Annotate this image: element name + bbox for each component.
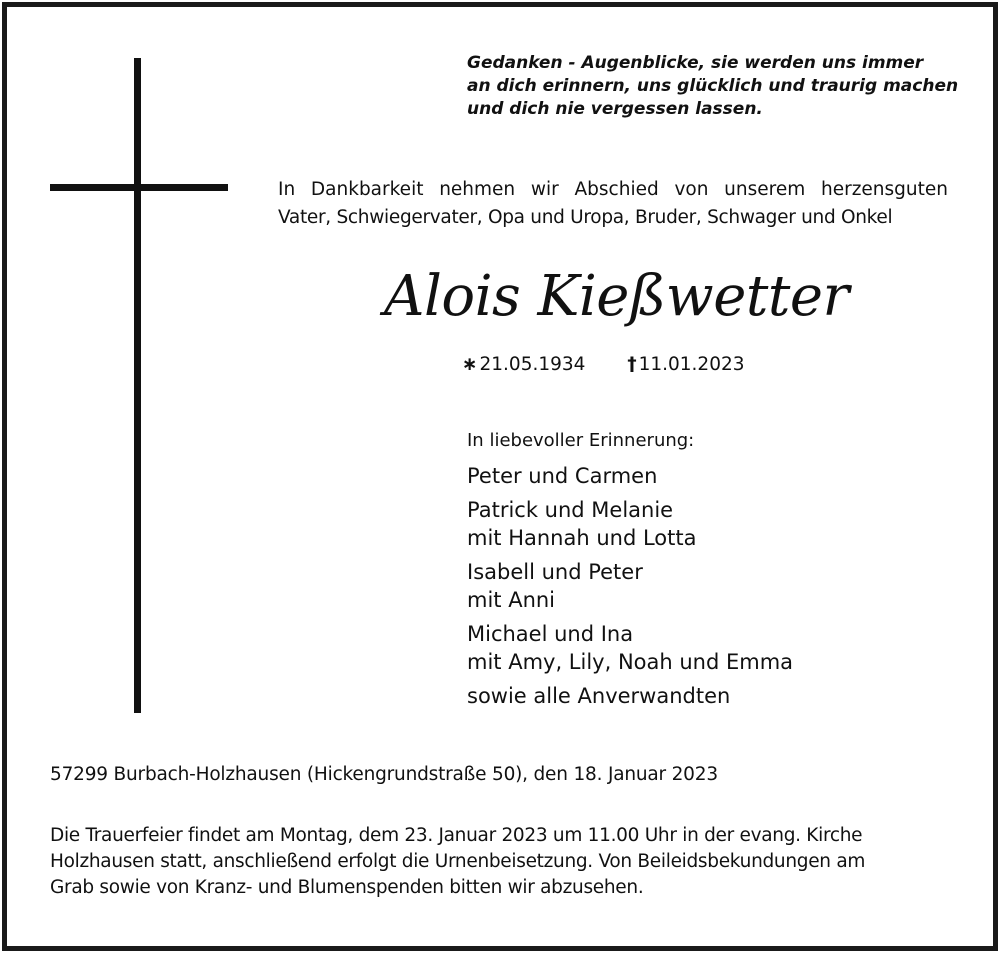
farewell-intro (278, 176, 948, 232)
mourner-group (467, 682, 793, 710)
deceased-name: Alois Kießwetter (384, 264, 849, 329)
mourner-line: Peter und Carmen (467, 464, 658, 488)
death-cross-icon: † (627, 354, 637, 375)
mourner-line: Patrick und Melanie (467, 498, 674, 522)
mourner-line: mit Amy, Lily, Noah und Emma (467, 650, 794, 674)
mourner-line: mit Hannah und Lotta (467, 526, 697, 550)
cross-horizontal-bar (50, 184, 228, 191)
mourners-list (467, 462, 793, 716)
birth-date: 21.05.1934 (479, 354, 586, 375)
cross-vertical-bar (134, 58, 141, 713)
poem-line: Gedanken - Augenblicke, sie werden uns immer (467, 53, 924, 73)
funeral-line: Die Trauerfeier findet am Montag, dem 23. Januar 2023 um 11.00 Uhr in der evang. Kirche (50, 825, 863, 846)
death-date: 11.01.2023 (638, 354, 745, 375)
death-date-group (627, 354, 744, 375)
funeral-line: Holzhausen statt, anschließend erfolgt die Urnenbeisetzung. Von Beileidsbekundungen am (50, 851, 866, 872)
mourner-group (467, 620, 793, 676)
life-dates (462, 352, 745, 378)
mourner-line: sowie alle Anverwandten (467, 684, 731, 708)
poem-line: und dich nie vergessen lassen. (467, 99, 763, 119)
intro-line: Vater, Schwiegervater, Opa und Uropa, Bruder, Schwager und Onkel (278, 207, 893, 228)
mourner-group (467, 462, 793, 490)
poem-line: an dich erinnern, uns glücklich und traurig machen (467, 76, 959, 96)
birth-star-icon: ∗ (462, 354, 478, 375)
birth-date-group (462, 354, 591, 375)
mourner-group (467, 496, 793, 552)
funeral-info (50, 823, 955, 901)
place-and-date: 57299 Burbach-Holzhausen (Hickengrundstraße 50), den 18. Januar 2023 (50, 764, 718, 785)
memory-heading: In liebevoller Erinnerung: (467, 430, 695, 451)
mourner-group (467, 558, 793, 614)
mourner-line: Michael und Ina (467, 622, 634, 646)
funeral-line: Grab sowie von Kranz- und Blumenspenden bitten wir abzusehen. (50, 877, 644, 898)
mourner-line: mit Anni (467, 588, 556, 612)
mourner-line: Isabell und Peter (467, 560, 643, 584)
memorial-poem (467, 52, 967, 121)
intro-line: In Dankbarkeit nehmen wir Abschied von unserem herzensguten (278, 179, 948, 200)
